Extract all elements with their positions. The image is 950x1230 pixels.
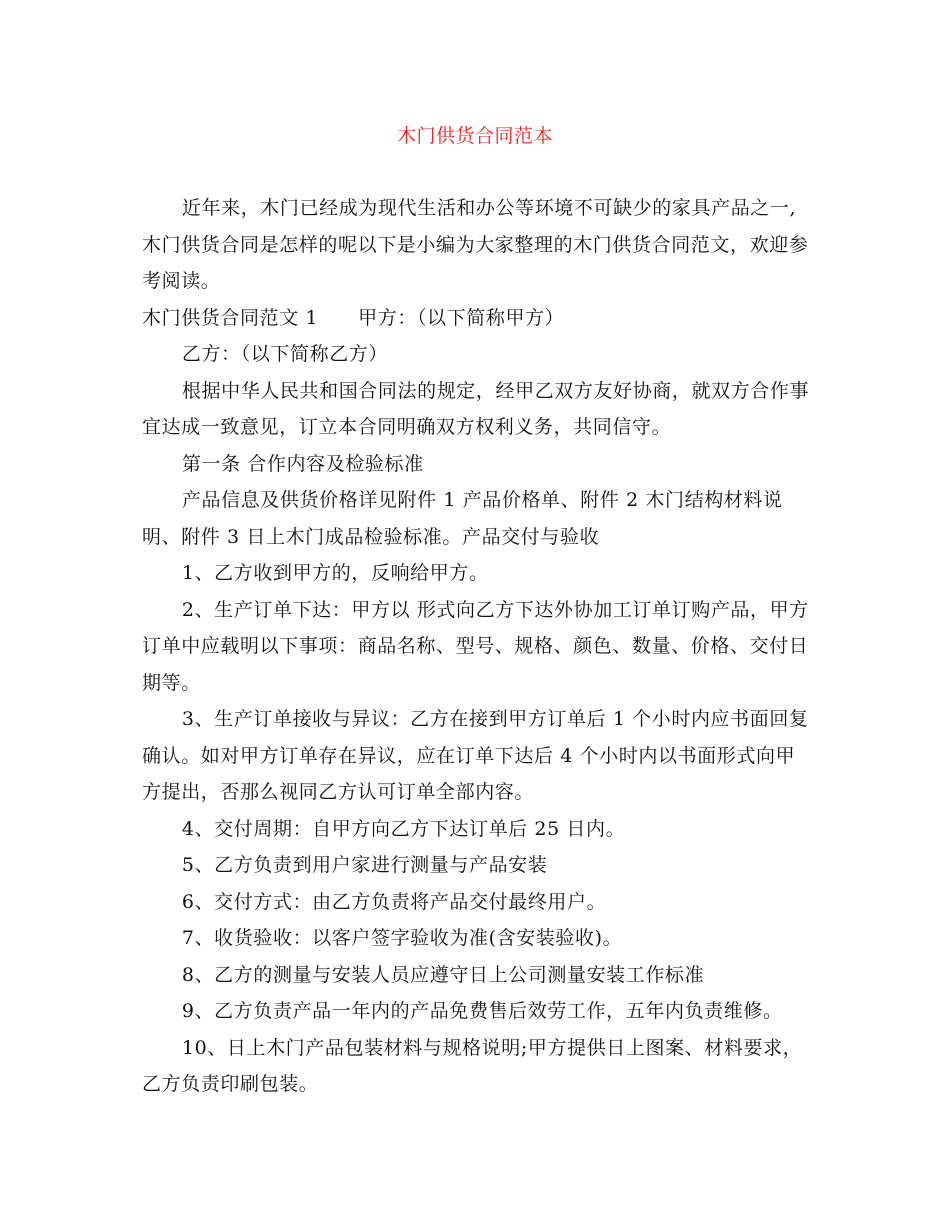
- clause-item: 6、交付方式：由乙方负责将产品交付最终用户。: [181, 890, 607, 913]
- clause-item: 9、乙方负责产品一年内的产品免费售后效劳工作，五年内负责维修。: [181, 1000, 783, 1022]
- clause-item: 5、乙方负责到用户家进行测量与产品安装: [181, 854, 548, 876]
- clause-item: 7、收货验收：以客户签字验收为准(含安装验收)。: [181, 927, 623, 949]
- clause-item: 2、生产订单下达：甲方以 形式向乙方下达外协加工订单订购产品，甲方订单中应载明以下事项：商品名称、型号、规格、颜色、数量、价格、交付日期等。: [142, 598, 809, 694]
- party-a: 甲方：（以下简称甲方）: [358, 306, 565, 329]
- article-1-text: 产品信息及供货价格详见附件 1 产品价格单、附件 2 木门结构材料说明、附件 3 日上木门成品检验标准。产品交付与验收: [142, 489, 783, 548]
- clause-item: 1、乙方收到甲方的，反响给甲方。: [181, 562, 489, 584]
- document-body: [142, 190, 812, 1103]
- clause-item: 10、日上木门产品包装材料与规格说明;甲方提供日上图案、材料要求，乙方负责印刷包装。: [142, 1036, 803, 1095]
- article-1-heading: 第一条 合作内容及检验标准: [181, 452, 424, 475]
- clause-item: 8、乙方的测量与安装人员应遵守日上公司测量安装工作标准: [181, 963, 705, 986]
- intro-paragraph: 近年来，木门已经成为现代生活和办公等环境不可缺少的家具产品之一,木门供货合同是怎样的呢以下是小编为大家整理的木门供货合同范文，欢迎参考阅读。: [142, 197, 809, 292]
- section-heading-line: [142, 300, 812, 337]
- clause-item: 4、交付周期：自甲方向乙方下达订单后 25 日内。: [181, 817, 626, 840]
- section-label: 木门供货合同范文 1: [142, 306, 319, 329]
- preamble-paragraph: 根据中华人民共和国合同法的规定，经甲乙双方友好协商，就双方合作事宜达成一致意见，订立本合同明确双方权利义务，共同信守。: [142, 379, 810, 438]
- document-title: 木门供货合同范本: [396, 125, 553, 147]
- party-b: 乙方：（以下简称乙方）: [181, 343, 388, 365]
- clause-item: 3、生产订单接收与异议：乙方在接到甲方订单后 1 个小时内应书面回复确认。如对甲方订单存在异议，应在订单下达后 4 个小时内以书面形式向甲方提出，否那么视同乙方认可订单全部内容。: [142, 708, 809, 803]
